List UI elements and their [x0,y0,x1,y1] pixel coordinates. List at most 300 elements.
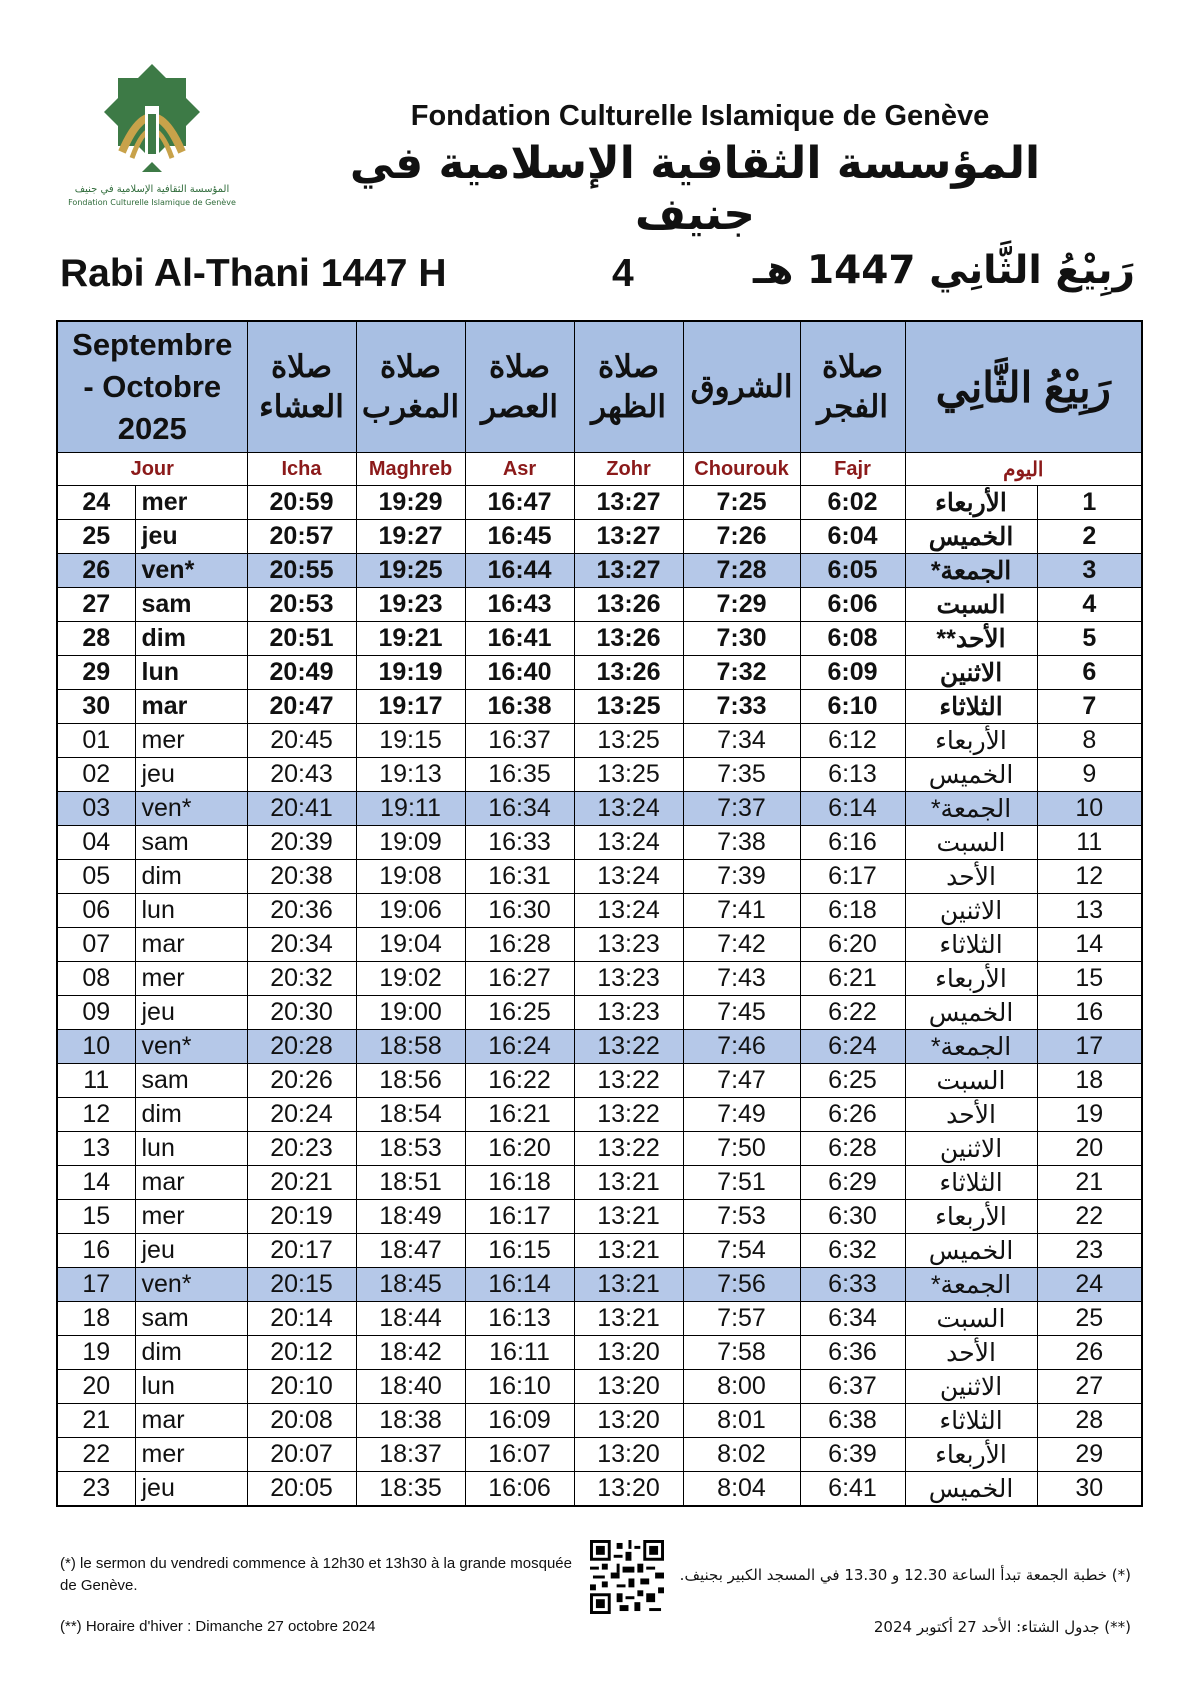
maghreb-time: 19:06 [356,894,465,928]
zohr-header-line1: صلاة [597,349,660,384]
table-row [57,928,1142,962]
isha-time: 20:47 [247,690,356,724]
fajr-time: 6:30 [800,1200,905,1234]
asr-header-line2: العصر [481,389,559,424]
chourouk-time: 8:01 [683,1404,800,1438]
hijri-weekday: الخميس [905,1472,1037,1507]
zohr-time: 13:21 [574,1268,683,1302]
chourouk-time: 7:38 [683,826,800,860]
greg-day-number: 16 [57,1234,135,1268]
chourouk-time: 7:35 [683,758,800,792]
table-row [57,1302,1142,1336]
jour-label: Jour [57,453,247,486]
hijri-day-number: 15 [1037,962,1142,996]
zohr-time: 13:25 [574,690,683,724]
zohr-time: 13:24 [574,792,683,826]
isha-time: 20:15 [247,1268,356,1302]
zohr-time: 13:21 [574,1302,683,1336]
fajr-time: 6:24 [800,1030,905,1064]
maghreb-time: 18:47 [356,1234,465,1268]
hijri-weekday: الثلاثاء [905,1166,1037,1200]
maghreb-time: 19:25 [356,554,465,588]
table-row [57,1132,1142,1166]
asr-time: 16:31 [465,860,574,894]
winter-schedule-note-fr: (**) Horaire d'hiver : Dimanche 27 octobre 2024 [60,1618,376,1635]
hijri-day-number: 7 [1037,690,1142,724]
isha-time: 20:30 [247,996,356,1030]
zohr-header [574,321,683,453]
hijri-day-number: 28 [1037,1404,1142,1438]
asr-time: 16:15 [465,1234,574,1268]
zohr-time: 13:20 [574,1438,683,1472]
table-row [57,1098,1142,1132]
asr-time: 16:22 [465,1064,574,1098]
isha-time: 20:57 [247,520,356,554]
hijri-weekday: الثلاثاء [905,928,1037,962]
greg-weekday: jeu [135,758,247,792]
greg-weekday: ven* [135,1268,247,1302]
maghreb-time: 19:11 [356,792,465,826]
isha-header-line2: العشاء [259,389,344,424]
table-row [57,792,1142,826]
isha-time: 20:17 [247,1234,356,1268]
table-row [57,1064,1142,1098]
table-row [57,894,1142,928]
greg-weekday: ven* [135,1030,247,1064]
asr-time: 16:40 [465,656,574,690]
hijri-day-number: 8 [1037,724,1142,758]
greg-weekday: ven* [135,554,247,588]
table-row [57,1336,1142,1370]
chourouk-time: 7:51 [683,1166,800,1200]
hijri-day-number: 17 [1037,1030,1142,1064]
zohr-header-line2: الظهر [591,389,666,424]
maghreb-time: 18:49 [356,1200,465,1234]
chourouk-time: 7:25 [683,486,800,520]
asr-time: 16:10 [465,1370,574,1404]
greg-weekday: sam [135,1302,247,1336]
zohr-time: 13:20 [574,1336,683,1370]
greg-day-number: 28 [57,622,135,656]
hijri-weekday: الأربعاء [905,1200,1037,1234]
foundation-logo [66,62,238,222]
greg-day-number: 15 [57,1200,135,1234]
asr-time: 16:41 [465,622,574,656]
hijri-weekday: الثلاثاء [905,690,1037,724]
greg-day-number: 08 [57,962,135,996]
fajr-time: 6:33 [800,1268,905,1302]
maghreb-time: 18:44 [356,1302,465,1336]
fajr-time: 6:41 [800,1472,905,1507]
hijri-day-number: 14 [1037,928,1142,962]
greg-line2: - Octobre [83,369,222,404]
greg-weekday: lun [135,1132,247,1166]
fajr-time: 6:17 [800,860,905,894]
fajr-time: 6:06 [800,588,905,622]
hijri-day-number: 20 [1037,1132,1142,1166]
asr-time: 16:37 [465,724,574,758]
greg-day-number: 05 [57,860,135,894]
greg-weekday: mar [135,1166,247,1200]
fajr-time: 6:32 [800,1234,905,1268]
asr-time: 16:13 [465,1302,574,1336]
isha-time: 20:32 [247,962,356,996]
asr-label: Asr [465,453,574,486]
maghreb-time: 18:53 [356,1132,465,1166]
chourouk-time: 7:47 [683,1064,800,1098]
greg-day-number: 29 [57,656,135,690]
table-row [57,1404,1142,1438]
table-row [57,588,1142,622]
table-subheader-row [57,453,1142,486]
maghreb-time: 18:54 [356,1098,465,1132]
table-row [57,1200,1142,1234]
zohr-time: 13:26 [574,622,683,656]
table-row [57,1166,1142,1200]
hijri-weekday: الخميس [905,1234,1037,1268]
fajr-time: 6:02 [800,486,905,520]
zohr-label: Zohr [574,453,683,486]
greg-day-number: 10 [57,1030,135,1064]
hijri-weekday: الجمعة* [905,1030,1037,1064]
zohr-time: 13:26 [574,656,683,690]
zohr-time: 13:27 [574,554,683,588]
isha-time: 20:05 [247,1472,356,1507]
isha-time: 20:24 [247,1098,356,1132]
fajr-time: 6:08 [800,622,905,656]
asr-time: 16:35 [465,758,574,792]
table-row [57,1370,1142,1404]
greg-day-number: 11 [57,1064,135,1098]
maghreb-time: 19:08 [356,860,465,894]
hijri-weekday: الأحد [905,1098,1037,1132]
maghreb-time: 19:15 [356,724,465,758]
fajr-header-line2: الفجر [817,389,888,424]
table-row [57,1268,1142,1302]
greg-weekday: jeu [135,1234,247,1268]
hijri-weekday: السبت [905,588,1037,622]
hijri-weekday: الجمعة* [905,1268,1037,1302]
asr-time: 16:43 [465,588,574,622]
chourouk-time: 7:57 [683,1302,800,1336]
table-row [57,758,1142,792]
zohr-time: 13:24 [574,894,683,928]
table-row [57,1030,1142,1064]
maghreb-time: 18:56 [356,1064,465,1098]
zohr-time: 13:26 [574,588,683,622]
zohr-time: 13:21 [574,1234,683,1268]
greg-day-number: 26 [57,554,135,588]
greg-weekday: mer [135,962,247,996]
table-row [57,554,1142,588]
month-number: 4 [612,252,634,295]
logo-caption-ar: المؤسسة الثقافية الإسلامية في جنيف [74,184,230,195]
hijri-day-number: 12 [1037,860,1142,894]
asr-time: 16:28 [465,928,574,962]
chourouk-time: 8:00 [683,1370,800,1404]
logo-emblem-icon [66,62,238,184]
chourouk-time: 8:02 [683,1438,800,1472]
hijri-weekday: الجمعة* [905,554,1037,588]
isha-time: 20:55 [247,554,356,588]
chourouk-time: 8:04 [683,1472,800,1507]
fajr-time: 6:39 [800,1438,905,1472]
isha-header [247,321,356,453]
chourouk-time: 7:32 [683,656,800,690]
hijri-day-number: 26 [1037,1336,1142,1370]
hijri-weekday: الأحد [905,1336,1037,1370]
greg-day-number: 04 [57,826,135,860]
fajr-time: 6:38 [800,1404,905,1438]
greg-weekday: sam [135,1064,247,1098]
greg-line1: Septembre [72,327,233,362]
maghreb-header-line1: صلاة [379,349,442,384]
maghreb-label: Maghreb [356,453,465,486]
asr-header [465,321,574,453]
zohr-time: 13:23 [574,928,683,962]
isha-time: 20:26 [247,1064,356,1098]
isha-time: 20:51 [247,622,356,656]
chourouk-time: 7:45 [683,996,800,1030]
isha-time: 20:10 [247,1370,356,1404]
zohr-time: 13:23 [574,996,683,1030]
greg-day-number: 17 [57,1268,135,1302]
hijri-day-number: 11 [1037,826,1142,860]
fajr-time: 6:20 [800,928,905,962]
hijri-weekday: الخميس [905,996,1037,1030]
zohr-time: 13:25 [574,724,683,758]
maghreb-time: 18:37 [356,1438,465,1472]
greg-day-number: 19 [57,1336,135,1370]
table-row [57,656,1142,690]
table-header-row [57,321,1142,453]
zohr-time: 13:27 [574,520,683,554]
chourouk-time: 7:54 [683,1234,800,1268]
isha-time: 20:49 [247,656,356,690]
hijri-day-number: 13 [1037,894,1142,928]
fajr-header [800,321,905,453]
hijri-day-number: 18 [1037,1064,1142,1098]
friday-sermon-note-fr: (*) le sermon du vendredi commence à 12h30 et 13h30 à la grande mosquée de Genève. [60,1555,572,1594]
fajr-time: 6:13 [800,758,905,792]
hijri-day-number: 5 [1037,622,1142,656]
greg-day-number: 18 [57,1302,135,1336]
maghreb-time: 19:13 [356,758,465,792]
chourouk-time: 7:41 [683,894,800,928]
greg-weekday: sam [135,826,247,860]
zohr-time: 13:21 [574,1166,683,1200]
greg-day-number: 22 [57,1438,135,1472]
hijri-weekday: الأحد** [905,622,1037,656]
chourouk-time: 7:49 [683,1098,800,1132]
table-row [57,860,1142,894]
hijri-month-header-text: رَبِيْعُ الثَّانِي [935,363,1111,411]
zohr-time: 13:20 [574,1370,683,1404]
table-row [57,622,1142,656]
hijri-day-number: 23 [1037,1234,1142,1268]
isha-time: 20:23 [247,1132,356,1166]
greg-weekday: dim [135,1098,247,1132]
zohr-time: 13:24 [574,860,683,894]
chourouk-time: 7:42 [683,928,800,962]
greg-day-number: 07 [57,928,135,962]
hijri-weekday: الأربعاء [905,724,1037,758]
table-row [57,520,1142,554]
maghreb-time: 19:04 [356,928,465,962]
isha-time: 20:41 [247,792,356,826]
hijri-weekday: الأحد [905,860,1037,894]
maghreb-time: 18:51 [356,1166,465,1200]
maghreb-time: 19:29 [356,486,465,520]
chourouk-time: 7:53 [683,1200,800,1234]
organization-name-fr: Fondation Culturelle Islamique de Genève [410,100,990,132]
hijri-day-number: 1 [1037,486,1142,520]
fajr-time: 6:37 [800,1370,905,1404]
fajr-time: 6:26 [800,1098,905,1132]
asr-time: 16:06 [465,1472,574,1507]
zohr-time: 13:24 [574,826,683,860]
maghreb-header [356,321,465,453]
isha-time: 20:43 [247,758,356,792]
greg-day-number: 12 [57,1098,135,1132]
table-row [57,826,1142,860]
chourouk-time: 7:30 [683,622,800,656]
greg-weekday: jeu [135,1472,247,1507]
zohr-time: 13:22 [574,1064,683,1098]
asr-time: 16:20 [465,1132,574,1166]
asr-time: 16:47 [465,486,574,520]
isha-time: 20:14 [247,1302,356,1336]
asr-time: 16:17 [465,1200,574,1234]
asr-time: 16:38 [465,690,574,724]
hijri-day-number: 30 [1037,1472,1142,1507]
chourouk-time: 7:26 [683,520,800,554]
isha-time: 20:39 [247,826,356,860]
hijri-weekday: الأربعاء [905,1438,1037,1472]
greg-weekday: dim [135,1336,247,1370]
hijri-day-number: 19 [1037,1098,1142,1132]
asr-time: 16:30 [465,894,574,928]
greg-day-number: 01 [57,724,135,758]
month-title-fr: Rabi Al-Thani 1447 H [60,252,447,295]
isha-time: 20:34 [247,928,356,962]
isha-time: 20:53 [247,588,356,622]
maghreb-time: 19:09 [356,826,465,860]
maghreb-header-line2: المغرب [361,389,460,424]
greg-day-number: 21 [57,1404,135,1438]
month-title-ar: رَبِيْعُ الثَّانِي 1447 هـ [753,248,1135,293]
asr-header-line1: صلاة [488,349,551,384]
asr-time: 16:45 [465,520,574,554]
zohr-time: 13:20 [574,1404,683,1438]
asr-time: 16:11 [465,1336,574,1370]
hijri-weekday: السبت [905,1302,1037,1336]
chourouk-time: 7:50 [683,1132,800,1166]
isha-time: 20:07 [247,1438,356,1472]
hijri-day-number: 9 [1037,758,1142,792]
greg-day-number: 02 [57,758,135,792]
fajr-time: 6:36 [800,1336,905,1370]
greg-weekday: sam [135,588,247,622]
greg-day-number: 14 [57,1166,135,1200]
fajr-time: 6:21 [800,962,905,996]
fajr-time: 6:12 [800,724,905,758]
gregorian-months-header [57,321,247,453]
hijri-day-number: 29 [1037,1438,1142,1472]
fajr-time: 6:18 [800,894,905,928]
zohr-time: 13:22 [574,1098,683,1132]
asr-time: 16:44 [465,554,574,588]
zohr-time: 13:22 [574,1030,683,1064]
asr-time: 16:07 [465,1438,574,1472]
asr-time: 16:27 [465,962,574,996]
isha-time: 20:28 [247,1030,356,1064]
hijri-weekday: الأربعاء [905,486,1037,520]
greg-weekday: mar [135,928,247,962]
zohr-time: 13:20 [574,1472,683,1507]
maghreb-time: 19:19 [356,656,465,690]
greg-weekday: dim [135,860,247,894]
zohr-time: 13:25 [574,758,683,792]
fajr-time: 6:14 [800,792,905,826]
table-body [57,486,1142,1507]
hijri-weekday: الجمعة* [905,792,1037,826]
greg-day-number: 23 [57,1472,135,1507]
hijri-weekday: السبت [905,826,1037,860]
hijri-day-number: 27 [1037,1370,1142,1404]
asr-time: 16:34 [465,792,574,826]
asr-time: 16:25 [465,996,574,1030]
table-row [57,962,1142,996]
maghreb-time: 18:40 [356,1370,465,1404]
greg-weekday: mer [135,1438,247,1472]
table-row [57,724,1142,758]
hijri-day-number: 6 [1037,656,1142,690]
greg-weekday: mer [135,486,247,520]
hijri-weekday: الاثنين [905,656,1037,690]
maghreb-time: 19:23 [356,588,465,622]
greg-weekday: lun [135,1370,247,1404]
table-row [57,690,1142,724]
greg-day-number: 24 [57,486,135,520]
table-row [57,1472,1142,1507]
hijri-day-number: 22 [1037,1200,1142,1234]
hijri-weekday: الخميس [905,520,1037,554]
hijri-day-number: 10 [1037,792,1142,826]
chourouk-time: 7:58 [683,1336,800,1370]
winter-schedule-note-ar: (**) جدول الشتاء: الأحد 27 أكتوبر 2024 [873,1618,1131,1636]
qr-code[interactable] [590,1540,664,1614]
chourouk-header [683,321,800,453]
maghreb-time: 18:58 [356,1030,465,1064]
greg-day-number: 06 [57,894,135,928]
greg-day-number: 30 [57,690,135,724]
zohr-time: 13:21 [574,1200,683,1234]
fajr-time: 6:29 [800,1166,905,1200]
asr-time: 16:24 [465,1030,574,1064]
hijri-weekday: الأربعاء [905,962,1037,996]
isha-time: 20:59 [247,486,356,520]
hijri-weekday: الثلاثاء [905,1404,1037,1438]
chourouk-time: 7:46 [683,1030,800,1064]
greg-day-number: 03 [57,792,135,826]
greg-day-number: 20 [57,1370,135,1404]
hijri-day-number: 4 [1037,588,1142,622]
isha-time: 20:45 [247,724,356,758]
chourouk-time: 7:29 [683,588,800,622]
asr-time: 16:18 [465,1166,574,1200]
fajr-time: 6:05 [800,554,905,588]
